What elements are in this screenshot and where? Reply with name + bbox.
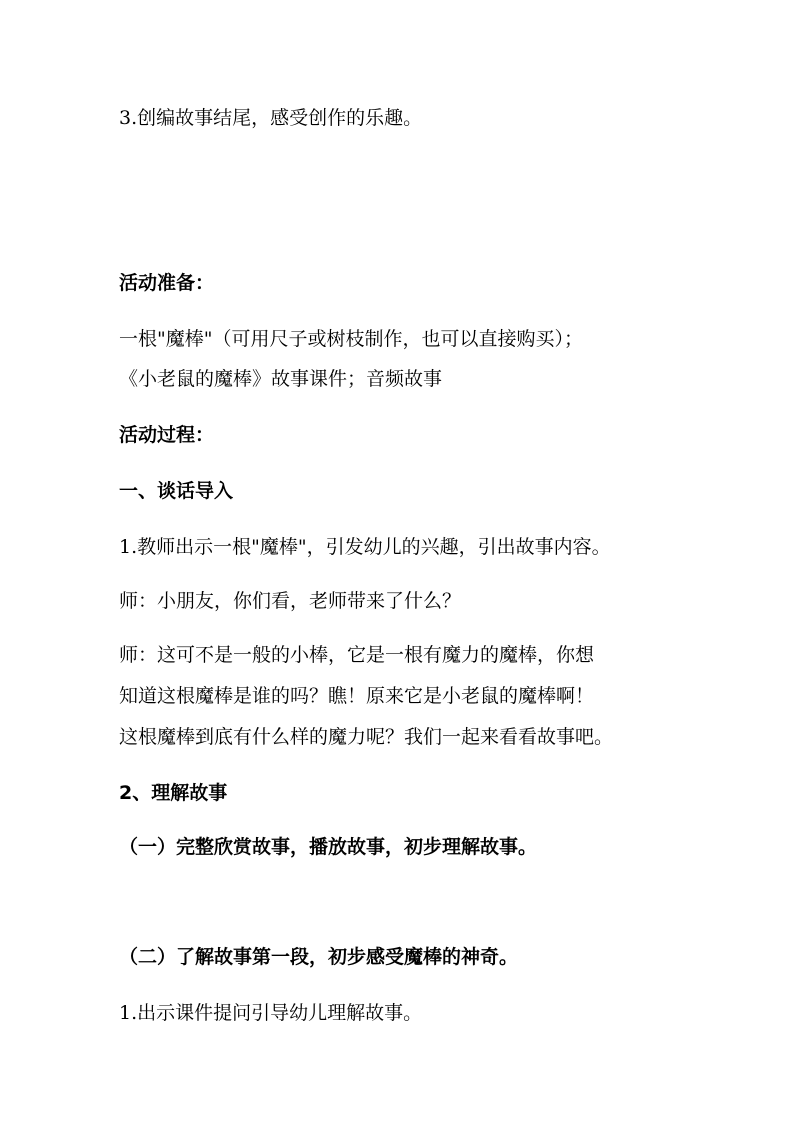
- preparation-heading: 活动准备：: [119, 272, 215, 294]
- subsection-1-heading: （一）完整欣赏故事，播放故事，初步理解故事。: [119, 836, 538, 858]
- teacher-line-2c: 这根魔棒到底有什么样的魔力呢？我们一起来看看故事吧。: [119, 726, 614, 748]
- section-1-heading: 一、谈话导入: [119, 480, 234, 502]
- step-2-1-text: 1.出示课件提问引导幼儿理解故事。: [119, 1002, 423, 1024]
- preparation-line-2: 《小老鼠的魔棒》故事课件；音频故事: [119, 368, 443, 390]
- preparation-line-1: 一根"魔棒"（可用尺子或树枝制作，也可以直接购买）；: [119, 328, 583, 350]
- step-1-text: 1.教师出示一根"魔棒"，引发幼儿的兴趣，引出故事内容。: [119, 536, 611, 558]
- teacher-line-2a: 师：这可不是一般的小棒，它是一根有魔力的魔棒，你想: [119, 644, 595, 666]
- subsection-2-heading: （二）了解故事第一段，初步感受魔棒的神奇。: [119, 946, 519, 968]
- teacher-line-1: 师：小朋友，你们看，老师带来了什么？: [119, 590, 462, 612]
- section-2-heading: 2、理解故事: [119, 782, 228, 804]
- goal-3-text: 3.创编故事结尾，感受创作的乐趣。: [119, 107, 423, 129]
- process-heading: 活动过程：: [119, 424, 215, 446]
- teacher-line-2b: 知道这根魔棒是谁的吗？瞧！原来它是小老鼠的魔棒啊！: [119, 685, 595, 707]
